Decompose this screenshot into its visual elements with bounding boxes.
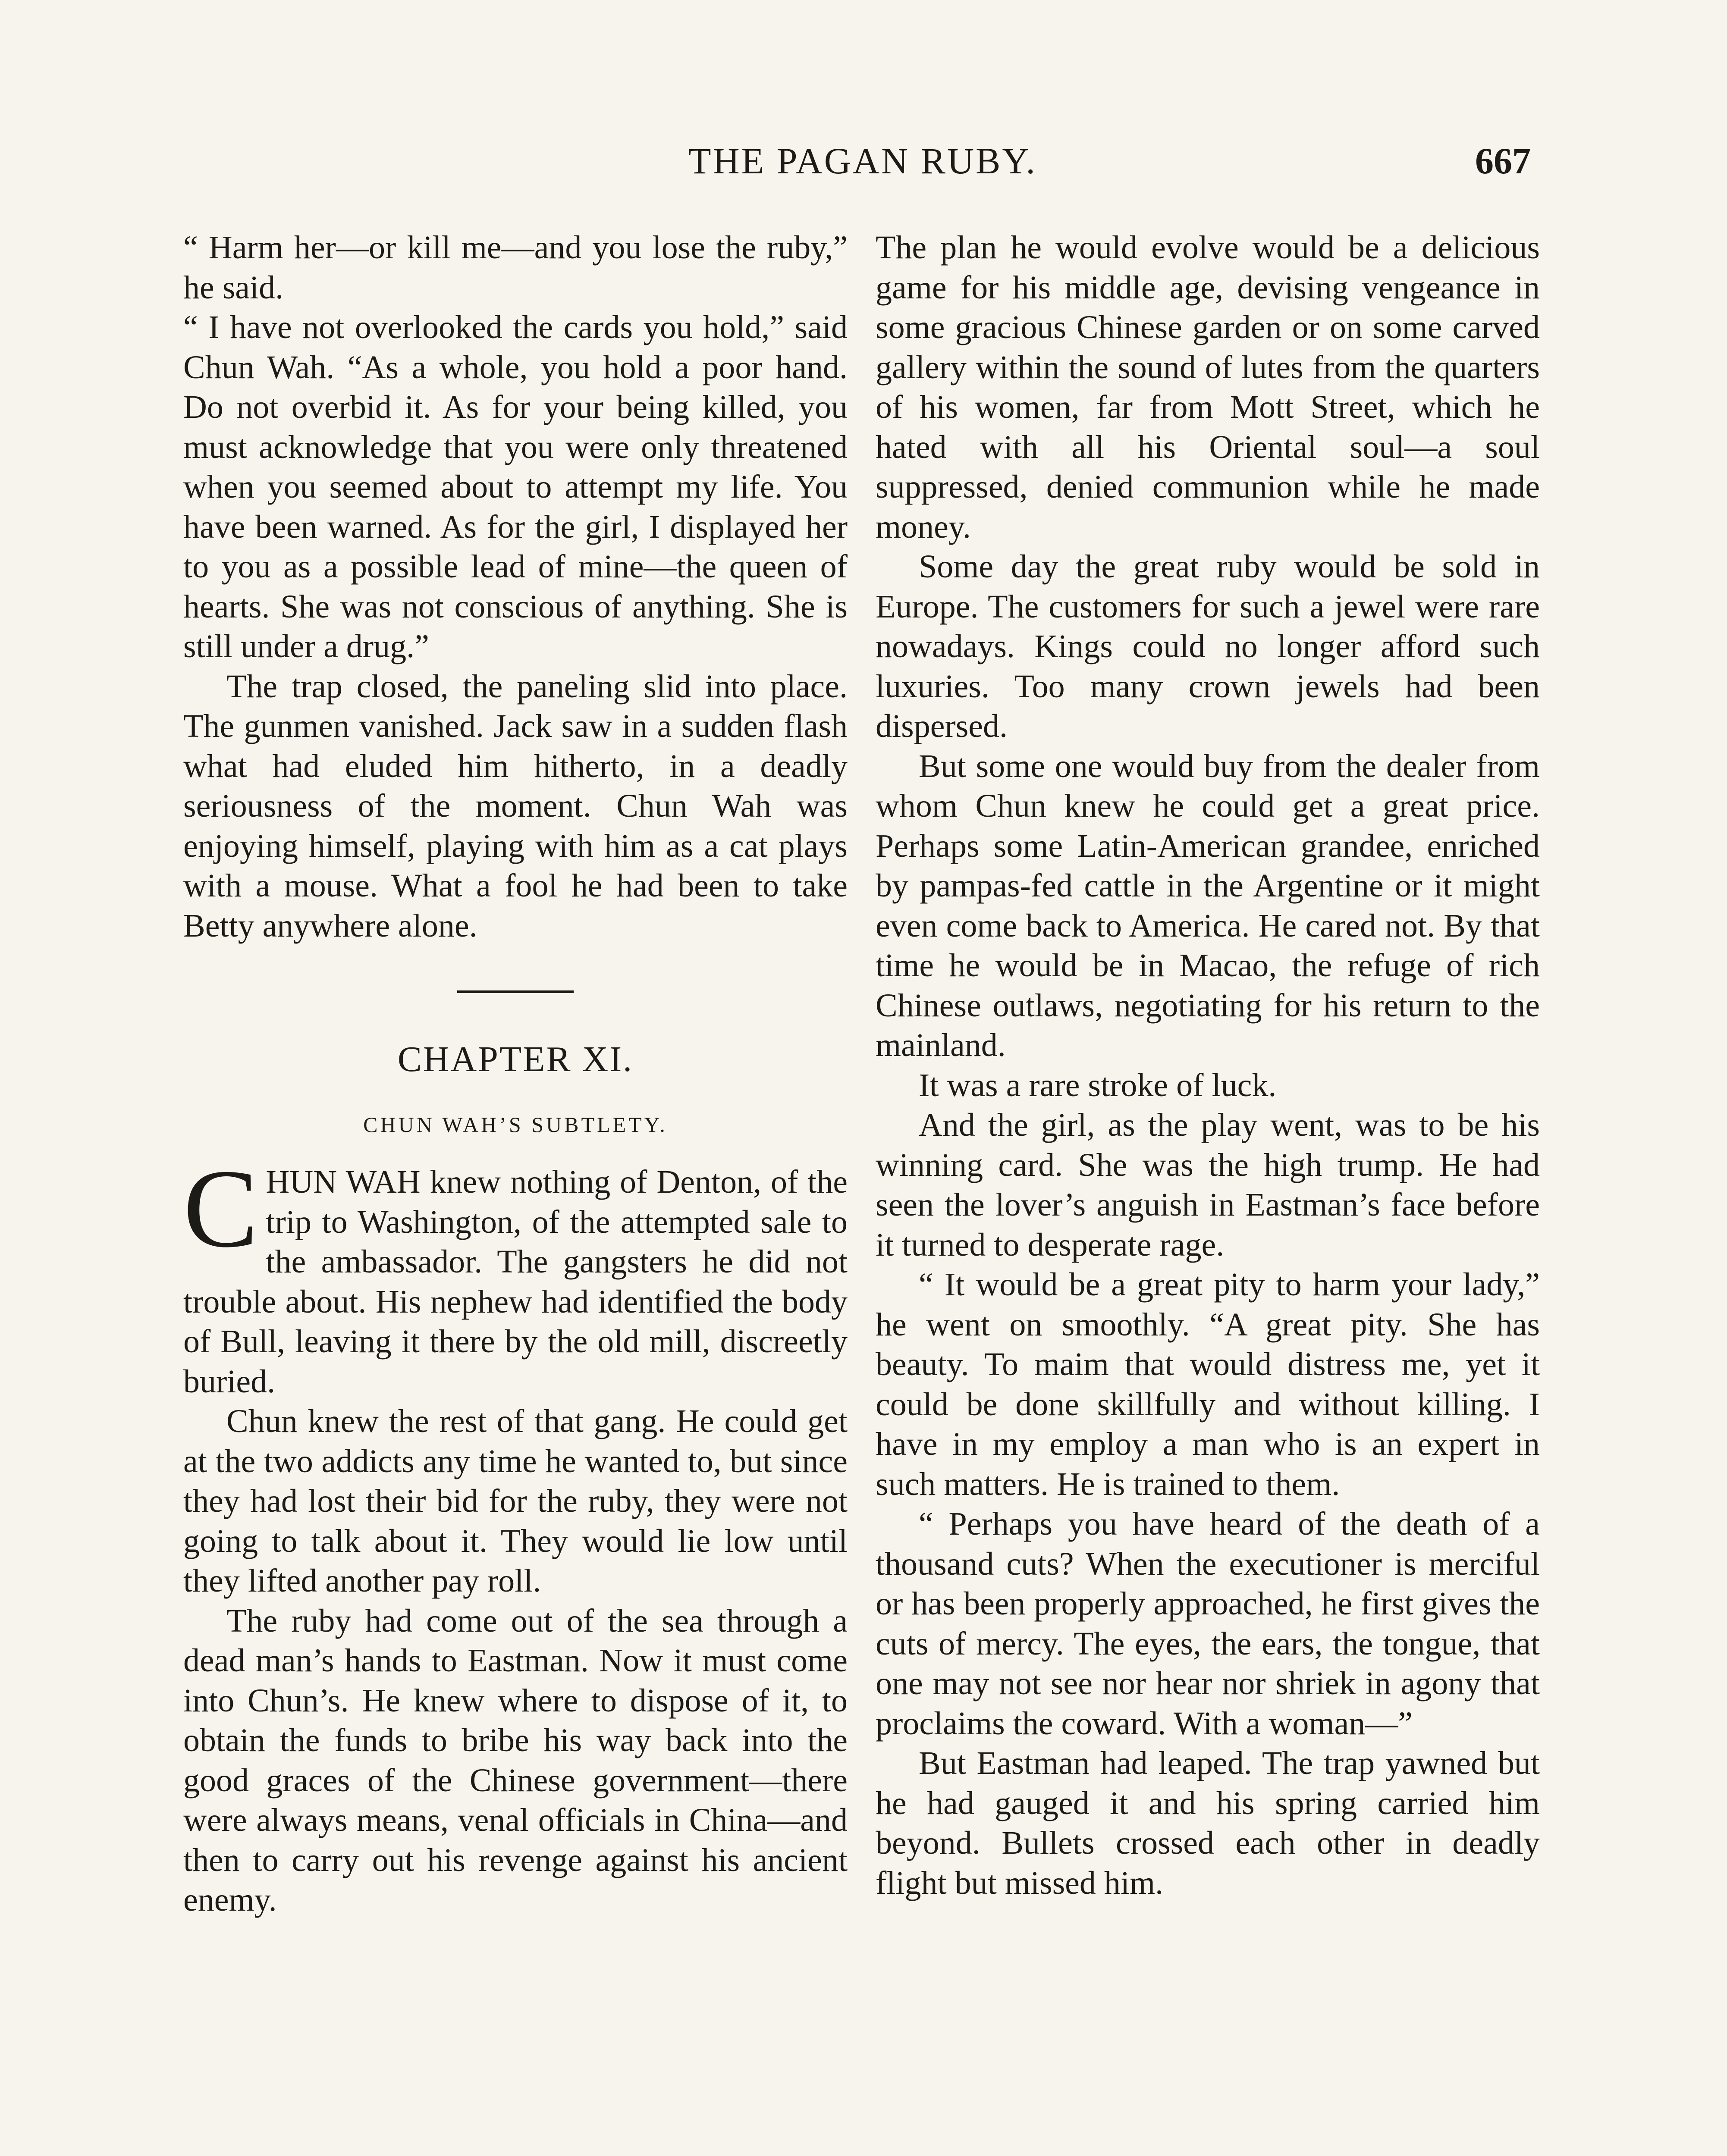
running-title: THE PAGAN RUBY. bbox=[688, 140, 1037, 182]
chapter-opening bbox=[183, 1147, 848, 1401]
paragraph: The ruby had come out of the sea through a dead man’s hands to Eastman. Now it must come into Chun’s. He knew where to dispose of it, to obtain the funds to bribe his way back into the good graces of the Chinese government—there were always means, venal officials in China—and then to carry out his revenge against his ancient enemy. bbox=[183, 1602, 848, 1918]
chapter-subtitle: CHUN WAH’S SUBTLETY. bbox=[363, 1112, 668, 1137]
paragraph: “ It would be a great pity to harm your lady,” he went on smoothly. “A great pity. She has beauty. To maim that would distress me, yet it could be done skillfully and without killing. I have in my employ a man who is an expert in such matters. He is trained to them. bbox=[876, 1266, 1540, 1502]
chapter-title: CHAPTER XI. bbox=[397, 1039, 634, 1079]
paragraph: Chun knew the rest of that gang. He could get at the two addicts any time he wanted to, but since they had lost their bid for the ruby, they were not going to talk about it. They would lie low until they lifted another pay roll. bbox=[183, 1403, 848, 1599]
paragraph: “ Harm her—or kill me—and you lose the ruby,” he said. bbox=[183, 229, 848, 306]
paragraph: But some one would buy from the dealer from whom Chun knew he could get a great price. Perhaps some Latin-American grandee, enriched by pampas-fed cattle in the Argentine or it might even come back to America. He cared not. By that time he would be in Macao, the refuge of rich Chinese outlaws, negotiating for his return to the mainland. bbox=[876, 748, 1540, 1063]
paragraph: The trap closed, the paneling slid into place. The gunmen vanished. Jack saw in a sudden flash what had eluded him hitherto, in a deadly seriousness of the moment. Chun Wah was enjoying himself, playing with him as a cat plays with a mouse. What a fool he had been to take Betty anywhere alone. bbox=[183, 668, 848, 944]
section-divider bbox=[457, 990, 574, 993]
paragraph: “ I have not overlooked the cards you hold,” said Chun Wah. “As a whole, you hold a poor hand. Do not overbid it. As for your being killed, you must acknowledge that you were only threatened when you seemed about to attempt my life. You have been warned. As for the girl, I displayed her to you as a possible lead of mine—the queen of hearts. She was not conscious of anything. She is still under a drug.” bbox=[183, 309, 848, 664]
paragraph: But Eastman had leaped. The trap yawned but he had gauged it and his spring carried him beyond. Bullets crossed each other in deadly flight but missed him. bbox=[876, 1745, 1540, 1901]
left-column bbox=[183, 228, 848, 1920]
page-number: 667 bbox=[1475, 140, 1531, 182]
paragraph: The plan he would evolve would be a delicious game for his middle age, devising vengeance in some gracious Chinese garden or on some carved gallery within the sound of lutes from the quarters of his women, far from Mott Street, which he hated with all his Oriental soul—a soul suppressed, denied communion while he made money. bbox=[876, 229, 1540, 545]
drop-cap: C bbox=[183, 1147, 258, 1271]
opening-paragraph: HUN WAH knew nothing of Denton, of the trip to Washington, of the attempted sale to the ambassador. The gangsters he did not trouble about. His nephew had identified the body of Bull, leaving it there by the old mill, discreetly buried. bbox=[183, 1164, 848, 1400]
paragraph: It was a rare stroke of luck. bbox=[919, 1067, 1277, 1103]
paragraph: “ Perhaps you have heard of the death of a thousand cuts? When the executioner is merciful or has been properly approached, he first gives the cuts of mercy. The eyes, the ears, the tongue, that one may not see nor hear nor shriek in agony that proclaims the coward. With a woman—” bbox=[876, 1506, 1540, 1742]
paragraph: And the girl, as the play went, was to be his winning card. She was the high trump. He had seen the lover’s anguish in Eastman’s face before it turned to desperate rage. bbox=[876, 1107, 1540, 1263]
paragraph: Some day the great ruby would be sold in Europe. The customers for such a jewel were rare nowadays. Kings could no longer afford such luxuries. Too many crown jewels had been dispersed. bbox=[876, 548, 1540, 744]
right-column bbox=[876, 228, 1540, 1903]
